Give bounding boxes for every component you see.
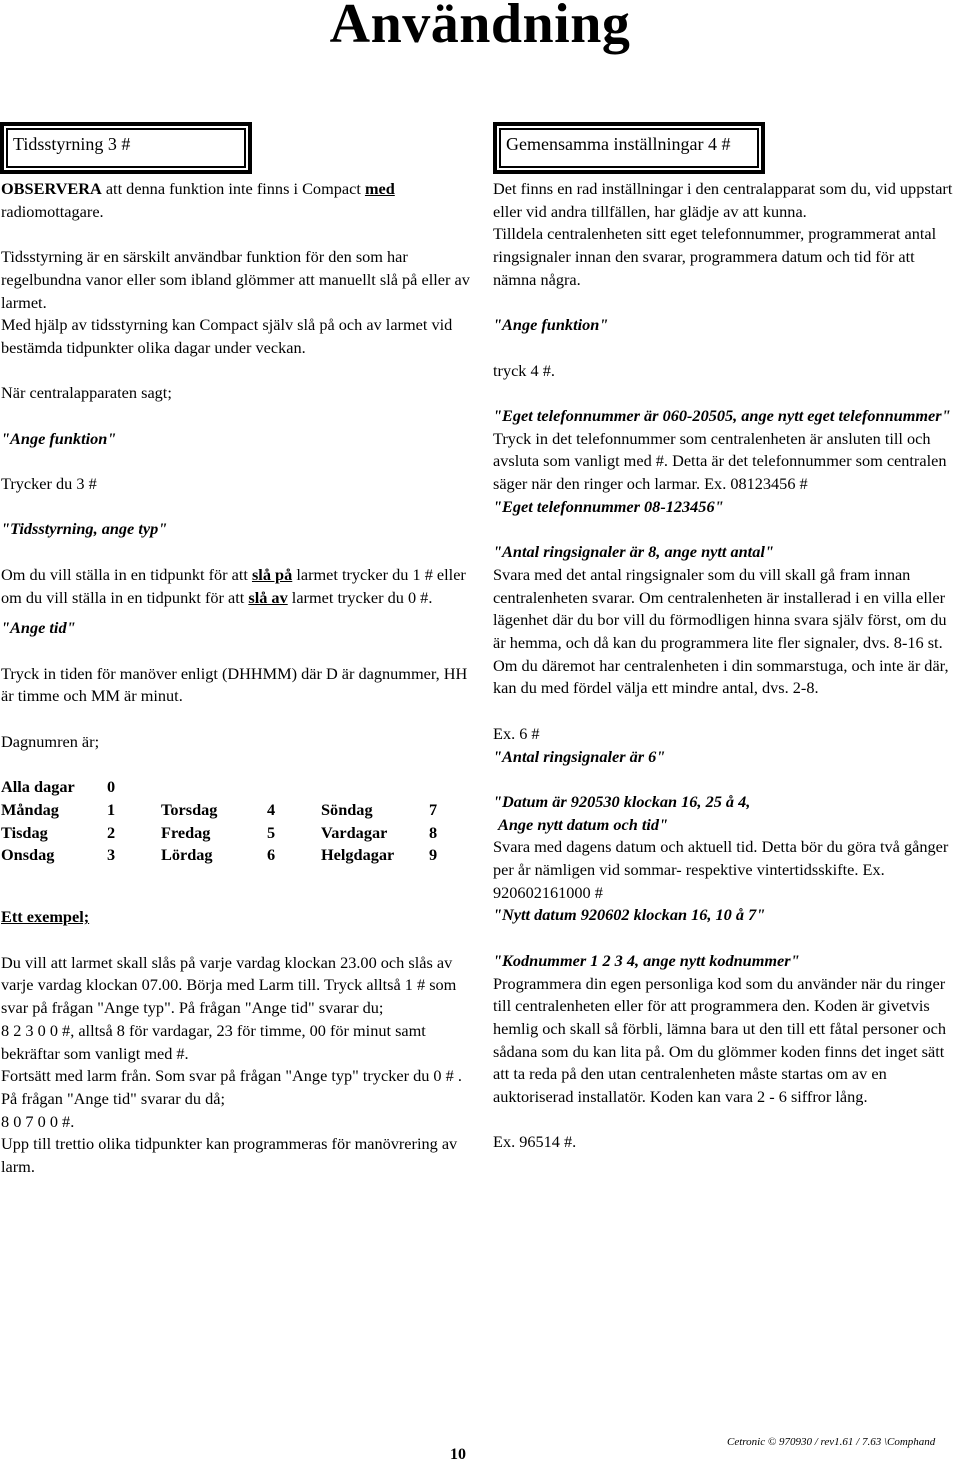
prompt-datum: "Datum är 920530 klockan 16, 25 å 4, [493,791,751,811]
intro-paragraph-1: Det finns en rad inställningar i den centralapparat som du, vid uppstart eller vid andra tillfällen, har glädje av att kunna. [493,179,953,221]
day-cell: 2 [107,822,116,842]
prompt-ringsignaler: "Antal ringsignaler är 8, ange nytt antal" [493,542,774,562]
day-number-table [1,776,449,867]
page-number: 10 [450,1446,466,1463]
answer-telefonnummer: "Eget telefonnummer 08-123456" [493,496,724,516]
observera-paragraph [1,178,471,223]
day-cell: 3 [107,845,116,865]
page-title: Användning [329,0,631,55]
date-instruction: Svara med dagens datum och aktuell tid. Detta bör du göra två gånger per år nämligen vid sommar- respektive vintertidsskifte. Ex. 920602161000 # [493,837,949,902]
example-paragraph-3: Fortsätt med larm från. Som svar på frågan "Ange typ" trycker du 0 # . På frågan "Ange tid" svarar du då; [1,1066,462,1108]
day-cell [161,776,267,799]
prompt-ange-tid: "Ange tid" [1,618,76,638]
example-paragraph-1: Du vill att larmet skall slås på varje vardag klockan 23.00 och slås av varje vardag klockan 07.00. Börja med Larm till. Tryck alltså 1 # som svar på frågan "Ange typ". På frågan "Ange tid" svarar du; [1,952,457,1018]
intro-paragraph: Tidsstyrning är en särskilt användbar funktion för den som har regelbundna vanor eller som ibland glömmer att manuellt slå på eller av larmet. [1,247,470,312]
day-cell: Onsdag [1,845,55,865]
prompt-telefonnummer: "Eget telefonnummer är 060-20505, ange nytt eget telefonnummer" [493,405,951,425]
example-paragraph-4: 8 0 7 0 0 #. [1,1111,75,1131]
observera-end: radiomottagare. [1,201,104,221]
ring-instruction: Svara med det antal ringsignaler som du vill skall gå fram innan centralenheten svarar. Om centralenheten är installerad i en villa eller lägenhet där du bor vill du förmodligen hinna svara själv först, om du är hemma, och då kan du programmera lite fler signaler, dvs. 8-16 st. Om du däremot har centralenheten i din sommarstuga, och inte är där, kan du med fördel välja ett mindre antal, dvs. 2-8. [493,564,949,698]
press-instruction: Trycker du 3 # [1,474,97,494]
prompt-ange-funktion: "Ange funktion" [1,428,117,448]
day-cell: 9 [429,845,438,865]
day-cell: 1 [107,799,116,819]
day-cell: Torsdag [161,799,218,819]
observera-emphasis: med [364,179,395,198]
day-row [1,844,449,867]
example-heading: Ett exempel; [1,907,90,927]
time-instruction: Tryck in tiden för manöver enligt (DHHMM) där D är dagnummer, HH är timme och MM är minut. [1,663,468,706]
prompt-datum-2: Ange nytt datum och tid" [498,814,669,834]
observera-label: OBSERVERA [1,179,102,198]
left-column [1,178,471,1179]
day-row [1,776,449,799]
day-cell: 7 [429,799,438,819]
day-cell [321,776,429,799]
answer-ringsignaler: "Antal ringsignaler är 6" [493,746,666,766]
press-instruction: tryck 4 #. [493,360,555,380]
footer-reference: Cetronic © 970930 / rev1.61 / 7.63 \Comphand [727,1436,936,1448]
day-cell: 8 [429,822,438,842]
ring-example: Ex. 6 # [493,723,540,743]
observera-text: att denna funktion inte finns i Compact [101,179,365,198]
day-cell: Fredag [161,822,211,842]
section-header-gemensamma [493,122,765,174]
day-cell: Helgdagar [321,845,395,865]
day-cell: Lördag [161,845,213,865]
prompt-kodnummer: "Kodnummer 1 2 3 4, ange nytt kodnummer" [493,950,800,970]
section-header-tidsstyrning [0,122,252,174]
day-cell: Vardagar [321,822,388,842]
example-paragraph-2: 8 2 3 0 0 #, alltså 8 för vardagar, 23 för timme, 00 för minut samt bekräftar som vanligt med #. [1,1020,426,1063]
on-instruction: Om du vill ställa in en tidpunkt för att slå på larmet trycker du 1 # eller [1,564,466,584]
answer-datum: "Nytt datum 920602 klockan 16, 10 å 7" [493,905,766,925]
day-cell [267,776,321,799]
day-cell: 6 [267,845,276,865]
code-example: Ex. 96514 #. [493,1132,577,1152]
intro-paragraph-2: Tilldela centralenheten sitt eget telefonnummer, programmerat antal ringsignaler innan den svarar, programmera datum och tid för att nämna några. [493,224,937,289]
prompt-tidsstyrning: "Tidsstyrning, ange typ" [1,519,168,539]
prompt-intro: När centralapparaten sagt; [1,383,172,403]
section-header-label: Gemensamma inställningar 4 # [506,134,731,154]
day-cell: Alla dagar [1,777,75,797]
day-cell: Tisdag [1,822,48,842]
day-row [1,799,449,822]
daynum-label: Dagnumren är; [1,731,100,751]
code-instruction: Programmera din egen personliga kod som du använder när du ringer till centralenheten eller för att programmera den. Koden är givetvis hemlig och skall så förbli, lämna bara ut den till ett fåtal personer och sådana som du kan lita på. Om du glömmer koden finns det inget sätt att ta reda på den utan centralenheten måste startas om av en auktoriserad installatör. Koden kan vara 2 - 6 siffror lång. [493,973,947,1107]
example-paragraph-5: Upp till trettio olika tidpunkter kan programmeras för manövrering av larm. [1,1134,458,1177]
right-column [493,178,959,1154]
off-instruction: om du vill ställa in en tidpunkt för att slå av larmet trycker du 0 #. [1,587,433,607]
day-cell: 5 [267,822,276,842]
help-paragraph: Med hjälp av tidsstyrning kan Compact själv slå på och av larmet vid bestämda tidpunkter olika dagar under veckan. [1,315,453,357]
day-cell: Söndag [321,799,373,819]
day-cell: Måndag [1,799,59,819]
day-cell [429,776,449,799]
section-header-label: Tidsstyrning 3 # [13,134,131,154]
day-cell: 4 [267,799,276,819]
phone-instruction: Tryck in det telefonnummer som centralenheten är ansluten till och avsluta som vanligt med #. Detta är det telefonnummer som centralen säger när den ringer och larmar. Ex. 08123456 # [493,428,947,494]
day-cell: 0 [107,777,116,797]
prompt-ange-funktion: "Ange funktion" [493,315,609,335]
day-row [1,822,449,845]
